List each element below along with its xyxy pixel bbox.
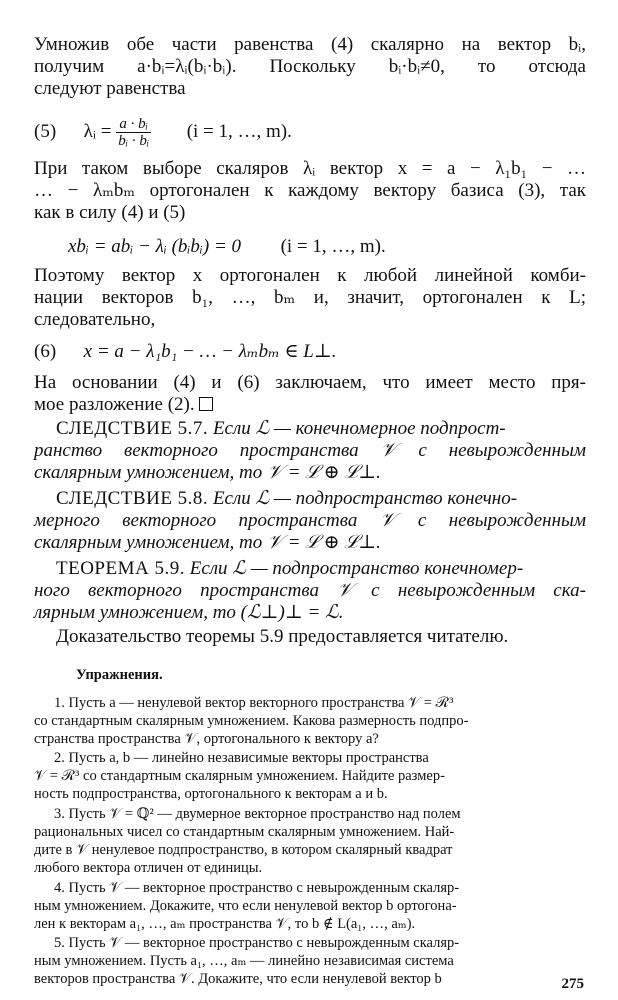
corollary-text: Если ℒ — подпространство конечно- <box>212 488 518 509</box>
exercise-line: 1. Пусть a — ненулевой вектор векторного пространства 𝒱 = ℛ³ <box>54 695 454 711</box>
equation-condition: (i = 1, …, m). <box>186 120 292 142</box>
equation-6 <box>34 341 337 363</box>
corollary-text: скалярным умножением, то 𝒱 = ℒ ⊕ ℒ⊥. <box>34 532 381 553</box>
corollary-5-7 <box>56 418 586 440</box>
exercise-line: 3. Пусть 𝒱 = ℚ² — двумерное векторное пространство над полем <box>54 806 461 822</box>
equation-body: xbᵢ = abᵢ − λᵢ (bᵢbᵢ) = 0 <box>68 236 242 257</box>
text-line: как в силу (4) и (5) <box>34 202 186 223</box>
corollary-text: скалярным умножением, то 𝒱 = ℒ ⊕ ℒ⊥. <box>34 462 381 483</box>
text-fragment: мое разложение (2). <box>34 394 195 415</box>
theorem-text: Если ℒ — подпространство конечномер- <box>189 558 524 579</box>
qed-square-icon <box>199 397 213 411</box>
exercise-line: лен к векторам a₁, …, aₘ пространства 𝒱, то b ∉ L(a₁, …, aₘ). <box>34 916 416 932</box>
theorem-5-9 <box>56 558 586 580</box>
exercise-line: со стандартным скалярным умножением. Какова размерность подпро- <box>34 713 469 729</box>
text-line: нации векторов b₁, …, bₘ и, значит, ортогонален к L; <box>34 287 586 308</box>
fraction-denominator: bᵢ · bᵢ <box>118 133 150 149</box>
text-line: получим a·bᵢ=λᵢ(bᵢ·bᵢ). Поскольку bᵢ·bᵢ≠0, то отсюда <box>34 56 586 77</box>
theorem-text: ного векторного пространства 𝒱 с невырожденным ска- <box>34 580 586 601</box>
equation-label: (5) <box>34 120 57 142</box>
text-line: следовательно, <box>34 309 156 330</box>
exercise-line: странства пространства 𝒱, ортогонального к вектору a? <box>34 731 379 747</box>
exercise-line: любого вектора отличен от единицы. <box>34 860 263 876</box>
page-number: 275 <box>561 976 584 992</box>
equation-body: x = a − λ₁b₁ − … − λₘbₘ ∈ L⊥. <box>83 341 337 362</box>
equation-condition: (i = 1, …, m). <box>280 236 386 257</box>
exercise-line: дите в 𝒱 ненулевое подпространство, в котором скалярный квадрат <box>34 842 453 858</box>
equation-xbi <box>68 236 386 258</box>
corollary-text: Если ℒ — конечномерное подпрост- <box>212 418 506 439</box>
theorem-heading: ТЕОРЕМА 5.9. <box>56 558 185 579</box>
exercise-line: рациональных чисел со стандартным скалярным умножением. Най- <box>34 824 455 840</box>
exercise-line: 2. Пусть a, b — линейно независимые векторы пространства <box>54 750 429 766</box>
exercise-line: ность подпространства, ортогонального к векторам a и b. <box>34 786 388 802</box>
exercises-heading: Упражнения. <box>76 667 163 683</box>
text-line: Поэтому вектор x ортогонален к любой линейной комби- <box>34 265 586 286</box>
text-line: следуют равенства <box>34 78 186 99</box>
exercise-line: ным умножением. Пусть a₁, …, aₘ — линейно независимая система <box>34 953 454 969</box>
text-line: Умножив обе части равенства (4) скалярно на вектор bᵢ, <box>34 34 586 55</box>
corollary-text: мерного векторного пространства 𝒱 с невырожденным <box>34 510 586 531</box>
equation-label: (6) <box>34 341 57 362</box>
corollary-text: ранство векторного пространства 𝒱 с невырожденным <box>34 440 586 461</box>
equation-5 <box>34 116 292 149</box>
exercise-line: ным умножением. Докажите, что если ненулевой вектор b ортогона- <box>34 898 457 914</box>
exercise-line: 4. Пусть 𝒱 — векторное пространство с невырожденным скаляр- <box>54 880 460 896</box>
equation-lhs: λᵢ = <box>83 120 112 142</box>
fraction-numerator: a · bᵢ <box>116 116 151 133</box>
corollary-heading: СЛЕДСТВИЕ 5.7. <box>56 418 209 439</box>
text-line: При таком выборе скаляров λᵢ вектор x = a − λ₁b₁ − … <box>34 158 586 179</box>
proof-note: Доказательство теоремы 5.9 предоставляется читателю. <box>56 626 509 647</box>
text-line: На основании (4) и (6) заключаем, что имеет место пря- <box>34 372 586 393</box>
exercise-line: 𝒱 = ℛ³ со стандартным скалярным умножением. Найдите размер- <box>34 768 445 784</box>
fraction <box>116 116 151 149</box>
corollary-5-8 <box>56 488 586 510</box>
exercise-line: векторов пространства 𝒱. Докажите, что если ненулевой вектор b <box>34 971 442 987</box>
text-line: … − λₘbₘ ортогонален к каждому вектору базиса (3), так <box>34 180 586 201</box>
theorem-text: лярным умножением, то (ℒ⊥)⊥ = ℒ. <box>34 602 344 623</box>
corollary-heading: СЛЕДСТВИЕ 5.8. <box>56 488 209 509</box>
exercise-line: 5. Пусть 𝒱 — векторное пространство с невырожденным скаляр- <box>54 935 460 951</box>
text-line <box>34 394 586 416</box>
